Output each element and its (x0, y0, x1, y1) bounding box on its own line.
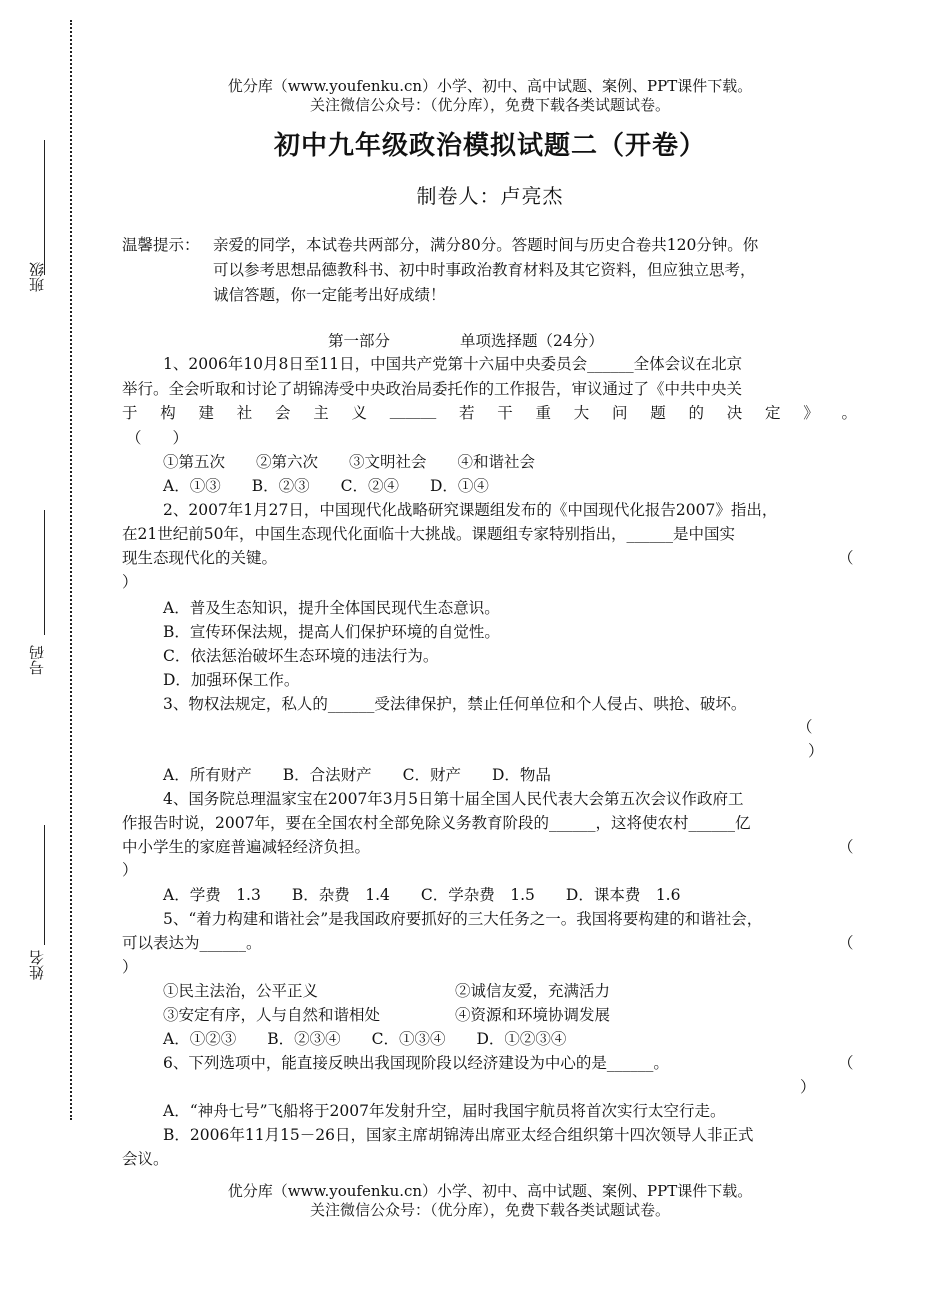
q6-option-b-line-1: B．2006年11月15－26日，国家主席胡锦涛出席亚太经合组织第十四次领导人非正式 (163, 1126, 754, 1144)
q1-items: ①第五次 ②第六次 ③文明社会 ④和谐社会 (163, 453, 536, 471)
section-title: 单项选择题（24分） (460, 332, 604, 350)
tips-line-1: 亲爱的同学，本试卷共两部分，满分80分。答题时间与历史合卷共120分钟。你 (213, 236, 759, 254)
q6-option-b-line-2: 会议。 (122, 1150, 169, 1168)
q5-options: A．①②③ B．②③④ C．①③④ D．①②③④ (163, 1030, 567, 1048)
q1-word: 构 (160, 404, 176, 422)
class-blank-line (44, 140, 45, 275)
q3-line-1: 3、物权法规定，私人的______受法律保护，禁止任何单位和个人侵占、哄抢、破坏。 (163, 695, 747, 713)
q1-line-2: 举行。全会听取和讨论了胡锦涛受中央政治局委托作的工作报告，审议通过了《中共中央关 (122, 380, 743, 398)
q2-line-2: 在21世纪前50年，中国生态现代化面临十大挑战。课题组专家特别指出，______是中国实 (122, 525, 735, 543)
q5-paren-open: （ (838, 934, 854, 952)
q1-line-1: 1、2006年10月8日至11日，中国共产党第十六届中央委员会______全体会议在北京 (163, 355, 743, 373)
section-part: 第一部分 (328, 332, 391, 350)
q6-paren-open: （ (838, 1054, 854, 1072)
tips-line-3: 诚信答题，你一定能考出好成绩！ (213, 286, 446, 304)
q1-word: 主 (313, 404, 329, 422)
q4-line-3: 中小学生的家庭普遍减轻经济负担。 (122, 838, 371, 856)
q1-word: 问 (611, 404, 628, 422)
author: 制卷人：卢亮杰 (416, 184, 564, 208)
q5-line-2: 可以表达为______。 (122, 934, 262, 952)
name-label: 姓名 (28, 950, 46, 980)
q4-options: A．学费 1.3 B．杂费 1.4 C．学杂费 1.5 D．课本费 1.6 (163, 886, 681, 904)
q2-option-a: A．普及生态知识，提升全体国民现代生态意识。 (163, 599, 500, 617)
number-label: 号码 (28, 645, 46, 675)
q1-word: 》 (803, 404, 819, 422)
q3-paren-close: ） (808, 742, 824, 760)
q5-item-4: ④资源和环境协调发展 (455, 1006, 611, 1024)
class-label: 班级 (28, 262, 46, 292)
q6-line-1: 6、下列选项中，能直接反映出我国现阶段以经济建设为中心的是______。 (163, 1054, 669, 1072)
page-title: 初中九年级政治模拟试题二（开卷） (273, 131, 706, 161)
q1-word: 重 (535, 404, 551, 422)
q5-paren-close: ） (122, 958, 138, 976)
q5-item-1: ①民主法治，公平正义 (163, 982, 319, 1000)
q1-word: 于 (122, 404, 138, 422)
q4-paren-close: ） (122, 861, 138, 879)
q3-paren-open: （ (797, 718, 813, 736)
q1-word: 义 (351, 404, 368, 422)
q2-option-c: C．依法惩治破坏生态环境的违法行为。 (163, 647, 439, 665)
footer-line-1: 优分库（www.youfenku.cn）小学、初中、高中试题、案例、PPT课件下载。 (227, 1182, 753, 1200)
q5-line-1: 5、“着力构建和谐社会”是我国政府要抓好的三大任务之一。我国将要构建的和谐社会， (163, 910, 763, 928)
footer-line-2: 关注微信公众号：（优分库），免费下载各类试题试卷。 (309, 1201, 670, 1219)
q4-line-2: 作报告时说，2007年，要在全国农村全部免除义务教育阶段的______，这将使农村______亿 (122, 814, 751, 832)
q1-word: 。 (841, 404, 857, 422)
q6-paren-close: ） (800, 1078, 816, 1096)
q1-blank: ______ (389, 401, 437, 419)
q2-paren-open: （ (838, 549, 854, 567)
q1-word: 若 (458, 404, 475, 422)
q1-word: 定 (764, 404, 781, 422)
q5-item-2: ②诚信友爱，充满活力 (455, 982, 611, 1000)
q1-word: 的 (688, 404, 704, 422)
q1-word: 题 (650, 404, 666, 422)
q2-line-3: 现生态现代化的关键。 (122, 549, 278, 567)
q2-option-d: D．加强环保工作。 (163, 671, 300, 689)
q1-line-3 (122, 401, 857, 423)
q3-options: A．所有财产 B．合法财产 C．财产 D．物品 (163, 766, 551, 784)
q4-paren-open: （ (838, 838, 854, 856)
q4-line-1: 4、国务院总理温家宝在2007年3月5日第十届全国人民代表大会第五次会议作政府工 (163, 790, 744, 808)
q1-word: 社 (236, 404, 253, 422)
number-blank-line (44, 510, 45, 635)
q1-word: 决 (726, 404, 743, 422)
q2-line-1: 2、2007年1月27日，中国现代化战略研究课题组发布的《中国现代化报告2007》指出， (163, 501, 778, 519)
name-blank-line (44, 825, 45, 945)
binding-dotted-line (70, 20, 72, 1120)
q1-word: 会 (275, 404, 291, 422)
q5-item-3: ③安定有序，人与自然和谐相处 (163, 1006, 381, 1024)
q1-options: A．①③ B．②③ C．②④ D．①④ (163, 477, 489, 495)
q2-paren-close: ） (122, 573, 138, 591)
tips-line-2: 可以参考思想品德教科书、初中时事政治教育材料及其它资料，但应独立思考， (213, 261, 756, 279)
header-line-2: 关注微信公众号：（优分库），免费下载各类试题试卷。 (309, 96, 670, 114)
q1-word: 建 (198, 404, 215, 422)
q1-word: 干 (497, 404, 513, 422)
q1-bracket: （ ） (126, 429, 189, 447)
q6-option-a: A．“神舟七号”飞船将于2007年发射升空，届时我国宇航员将首次实行太空行走。 (163, 1102, 726, 1120)
header-line-1: 优分库（www.youfenku.cn）小学、初中、高中试题、案例、PPT课件下载。 (227, 77, 753, 95)
q1-word: 大 (573, 404, 590, 422)
q2-option-b: B．宣传环保法规，提高人们保护环境的自觉性。 (163, 623, 500, 641)
tips-label: 温馨提示： (122, 236, 200, 254)
